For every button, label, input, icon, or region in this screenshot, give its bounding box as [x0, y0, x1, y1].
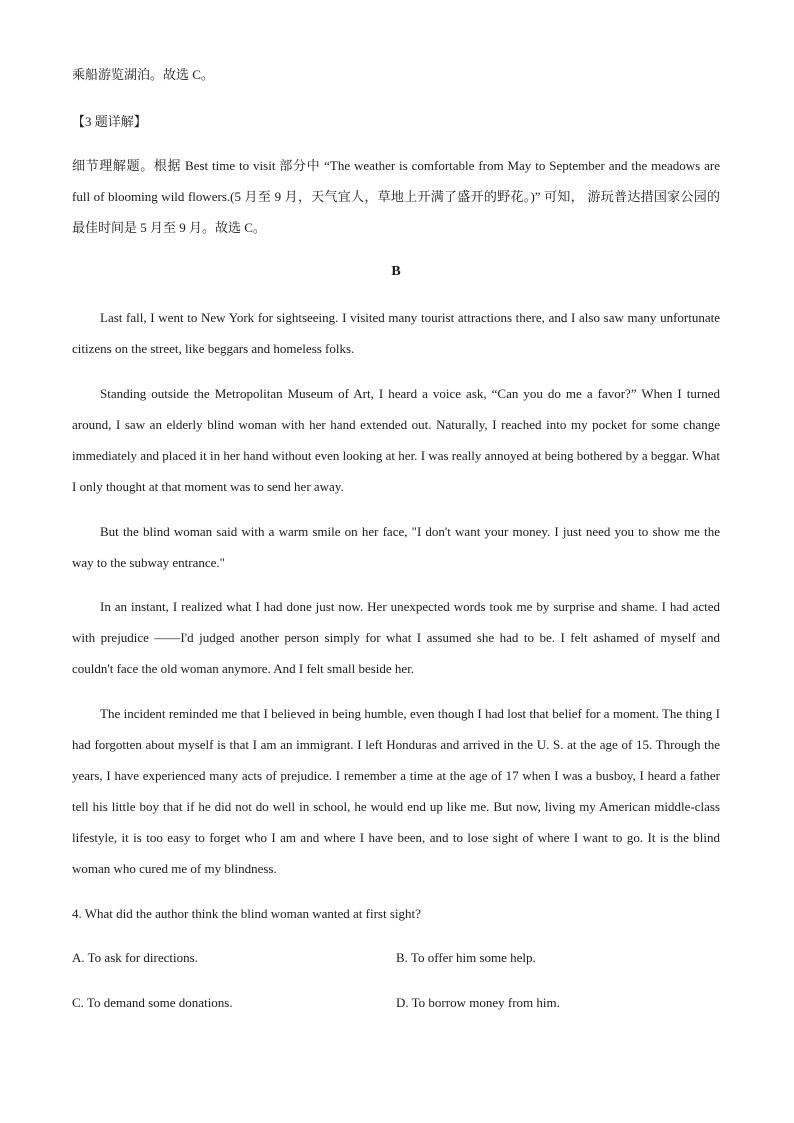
question-4-stem: 4. What did the author think the blind woman wanted at first sight? — [72, 906, 421, 921]
option-a: A. To ask for directions. — [72, 950, 198, 965]
passage-paragraph-5 — [72, 698, 720, 884]
question-3-explanation — [72, 150, 720, 243]
passage-paragraph-5-text: The incident reminded me that I believed in being humble, even though I had lost that belief for a moment. The thing I had forgotten about myself is that I am an immigrant. I left Honduras and arrived in the U. S. at the age of 15. Through the years, I have experienced many acts of prejudice. I remember a time at the age of 17 when I was a busboy, I heard a father tell his little boy that if he did not do well in school, he would end up like me. But now, living my American middle-class lifestyle, it is too easy to forget who I am and where I have been, and to lose sight of where I want to go. It is the blind woman who cured me of my blindness. — [72, 706, 720, 876]
passage-paragraph-4-text: In an instant, I realized what I had done just now. Her unexpected words took me by surprise and shame. I had acted with prejudice ——I'd judged another person simply for what I assumed she had to be. I felt ashamed of myself and couldn't face the old woman anymore. And I felt small beside her. — [72, 599, 720, 676]
passage-paragraph-3-text: But the blind woman said with a warm smile on her face, "I don't want your money. I just need you to show me the way to the subway entrance." — [72, 524, 720, 570]
passage-paragraph-3 — [72, 516, 720, 578]
previous-answer-tail: 乘船游览湖泊。故选 C。 — [72, 67, 214, 82]
passage-paragraph-2 — [72, 378, 720, 502]
passage-paragraph-4 — [72, 591, 720, 684]
section-label-b: B — [391, 264, 401, 279]
option-b: B. To offer him some help. — [396, 950, 536, 965]
passage-paragraph-1 — [72, 302, 720, 364]
option-c: C. To demand some donations. — [72, 995, 233, 1010]
question-3-explanation-text: 细节理解题。根据 Best time to visit 部分中 “The weather is comfortable from May to September and the meadows are full of blooming wild flowers.(5 月至 9 月，天气宜人，草地上开满了盛开的野花。)” 可知， 游玩普达措国家公园的最佳时间是 5 月至 9 月。故选 C。 — [72, 158, 720, 235]
question-3-header: 【3 题详解】 — [72, 114, 147, 129]
option-d: D. To borrow money from him. — [396, 995, 560, 1010]
passage-paragraph-2-text: Standing outside the Metropolitan Museum of Art, I heard a voice ask, “Can you do me a favor?” When I turned around, I saw an elderly blind woman with her hand extended out. Naturally, I reached into my pocket for some change immediately and placed it in her hand without even looking at her. I was really annoyed at being bothered by a beggar. What I only thought at that moment was to send her away. — [72, 386, 720, 494]
passage-paragraph-1-text: Last fall, I went to New York for sightseeing. I visited many tourist attractions there, and I also saw many unfortunate citizens on the street, like beggars and homeless folks. — [72, 310, 720, 356]
